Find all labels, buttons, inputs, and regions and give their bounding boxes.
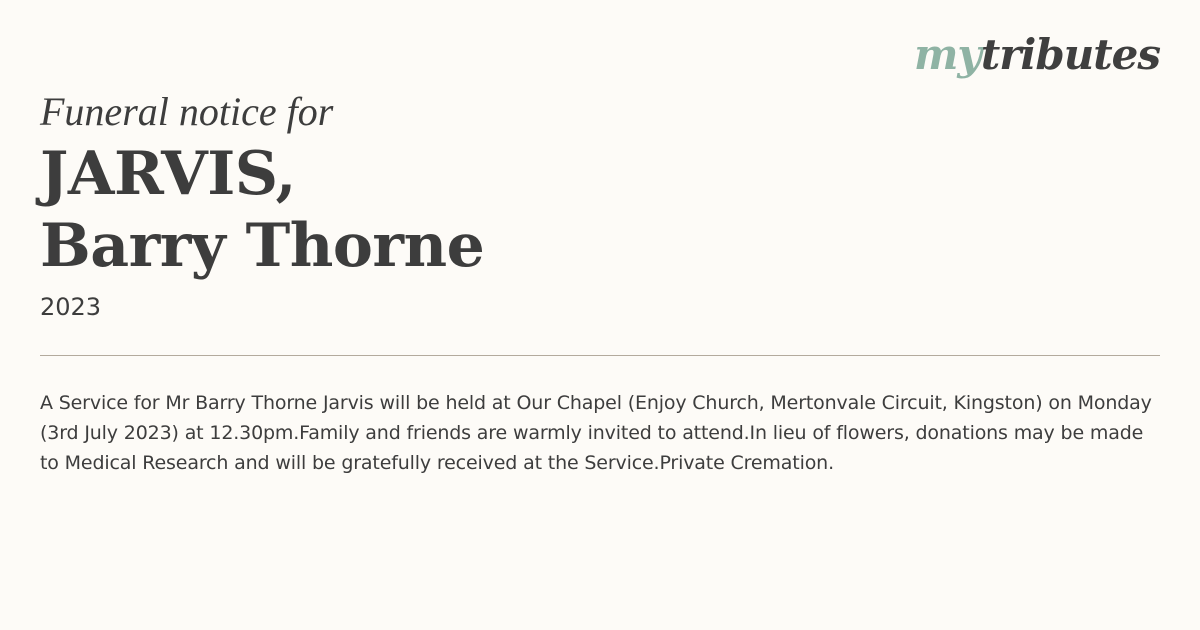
deceased-given-names: Barry Thorne — [40, 211, 485, 281]
deceased-surname: JARVIS, — [40, 139, 296, 209]
notice-body: A Service for Mr Barry Thorne Jarvis will be held at Our Chapel (Enjoy Church, Mertonvale Circuit, Kingston) on Monday (3rd July 2023) at 12.30pm.Family and friends are warmly invited to attend.In lieu of flowers, donations may be made to Medical Research and will be gratefully received at the Service.Private Cremation. — [40, 392, 1152, 474]
logo-suffix: tributes — [980, 30, 1160, 79]
mytributes-logo — [913, 30, 1160, 79]
notice-year: 2023 — [40, 293, 102, 321]
logo-prefix: my — [913, 30, 981, 79]
notice-kicker: Funeral notice for — [40, 89, 334, 134]
section-divider — [40, 355, 1160, 356]
